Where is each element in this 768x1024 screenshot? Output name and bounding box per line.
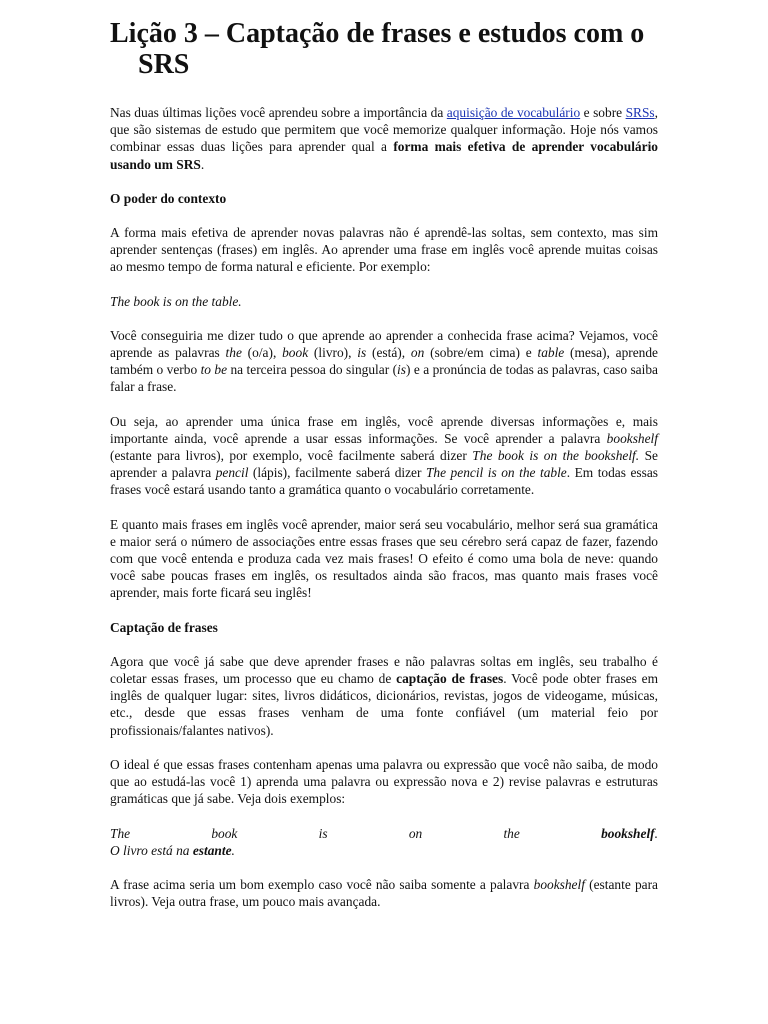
section-heading-phrase-capture: Captação de frases — [110, 619, 218, 635]
page-title: Lição 3 – Captação de frases e estudos com o SRS — [110, 18, 645, 80]
text-run: Nas duas últimas lições você aprendeu sobre a importância da — [110, 105, 447, 120]
bold-run: captação de frases — [396, 671, 504, 687]
paragraph — [110, 327, 658, 396]
link-vocabulary-acquisition[interactable]: aquisição de vocabulário — [446, 105, 581, 120]
example-word-bold — [601, 825, 658, 842]
paragraph: O ideal é que essas frases contenham apenas uma palavra ou expressão que você não saiba, de modo que ao estudá-las você 1) aprenda uma palavra ou expressão nova e 2) revise palavras e estruturas gramáticas que já sabe. Veja dois exemplos: — [110, 756, 658, 807]
italic-run: book — [282, 345, 309, 361]
example-word: the — [503, 825, 520, 841]
paragraph: A forma mais efetiva de aprender novas palavras não é aprendê-las soltas, sem contexto, mas sim aprender sentenças (frases) em inglês. Ao aprender uma frase em inglês você aprende muitas coisas ao mesmo tempo de forma natural e eficiente. Por exemplo: — [110, 225, 658, 275]
section-heading-context: O poder do contexto — [110, 190, 227, 206]
text-run: Agora que você já sabe que deve aprender frases e não palavras soltas em inglês, seu trabalho é coletar essas frases, um processo que eu chamo de — [110, 653, 658, 687]
italic-run: The book is on the bookshelf. — [472, 448, 640, 464]
example-word: The — [110, 825, 131, 841]
italic-run: is — [397, 362, 406, 378]
example-translation — [110, 842, 658, 859]
italic-run: to be — [200, 362, 228, 378]
italic-run: pencil — [215, 465, 249, 481]
text-run: e sobre — [580, 105, 626, 120]
bold-run: forma mais efetiva de aprender vocabulário usando um SRS — [110, 139, 658, 172]
text-run: (está), — [366, 345, 411, 361]
text-run: (livro), — [308, 345, 358, 361]
text-run: (estante para livros). Veja outra frase, um pouco mais avançada. — [110, 876, 658, 910]
paragraph — [110, 413, 658, 499]
link-srss[interactable]: SRSs — [625, 105, 655, 120]
text-run: (sobre/em cima) e — [424, 345, 538, 361]
text-run: . — [654, 825, 658, 841]
text-run: ) e a pronúncia de todas as palavras, caso saiba falar a frase. — [110, 362, 658, 395]
text-run: O livro está na — [110, 842, 193, 858]
text-run: (estante para livros), por exemplo, você facilmente saberá dizer — [110, 448, 473, 464]
italic-run: bookshelf — [533, 876, 585, 892]
italic-run: bookshelf — [606, 430, 658, 446]
text-run: (mesa), aprende também o verbo — [110, 345, 658, 378]
example-sentence-justified — [110, 825, 658, 842]
intro-paragraph — [110, 104, 658, 173]
example-word: is — [318, 825, 328, 841]
paragraph — [110, 876, 658, 910]
bold-run: bookshelf — [601, 825, 655, 841]
italic-run: the — [225, 345, 242, 361]
text-run: A frase acima seria um bom exemplo caso você não saiba somente a palavra — [110, 876, 534, 892]
text-run: na terceira pessoa do singular ( — [227, 362, 398, 378]
text-run: Você conseguiria me dizer tudo o que aprende ao aprender a conhecida frase acima? Vejamos, você aprende as palavras — [110, 327, 658, 361]
italic-run: is — [357, 345, 367, 361]
text-run: , que são sistemas de estudo que permitem que você memorize qualquer informação. Hoje nós vamos combinar essas duas lições para aprender qual a — [110, 105, 658, 155]
text-run: . — [200, 156, 205, 172]
italic-run: The pencil is on the table — [425, 465, 567, 481]
text-run: . Você pode obter frases em inglês de qualquer lugar: sites, livros didáticos, dicionários, revistas, jogos de videogame, músicas, etc., desde que essas frases venham de uma fonte confiável (um material feio por profissionais/falantes nativos). — [110, 671, 659, 738]
text-run: Ou seja, ao aprender uma única frase em inglês, você aprende diversas informações e, mais importante ainda, você aprende a usar essas informações. Se você aprender a palavra — [110, 413, 658, 446]
text-run: . — [231, 842, 235, 858]
italic-run: on — [410, 345, 425, 361]
paragraph — [110, 653, 658, 739]
example-word: book — [211, 825, 238, 841]
text-run: (lápis), facilmente saberá dizer — [248, 465, 426, 481]
bold-run: estante — [192, 842, 232, 858]
text-run: . Em todas essas frases você estará usando tanto a gramática quanto o vocabulário corretamente. — [110, 465, 658, 498]
italic-run: table — [537, 345, 565, 361]
text-run: Se aprender a palavra — [110, 448, 658, 481]
example-sentence: The book is on the table. — [110, 293, 242, 309]
paragraph: E quanto mais frases em inglês você aprender, maior será seu vocabulário, melhor será sua gramática e maior será o número de associações entre essas frases que seu cérebro será capaz de fazer, fazendo com que você entenda e produza cada vez mais frases! O efeito é como uma bola de neve: quando você sabe poucas frases em inglês, os resultados ainda são fracos, mas quanto mais frases você aprender, mais forte ficará seu inglês! — [110, 516, 658, 601]
example-word: on — [408, 825, 423, 841]
text-run: (o/a), — [241, 345, 283, 361]
